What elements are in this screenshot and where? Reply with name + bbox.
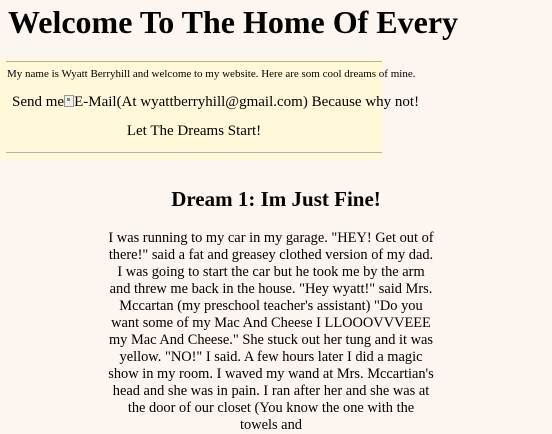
welcome-marquee [8,0,459,48]
top-divider [6,61,382,62]
bottom-divider [6,152,382,153]
dreams-start-text: Let The Dreams Start! [126,123,262,139]
dream-body: I was running to my car in my garage. "HEY! Get out of there!" said a fat and greasey clothed version of my dad. I was going to start the car but he took me by the arm and threw me back in the house. "Hey wyatt!" said Mrs. Mccartan (my preschool teacher's assistant) "Do you want some of my Mac And Cheese I LLOOOVVVEEE my Mac And Cheese." She stuck out her tung and it was yellow. "NO!" I said. A few hours later I did a magic show in my room. I waved my wand at Mrs. Mccartian's head and she was in pain. I ran after her and she was at the door of our closet (You know the one with the towels and [108,230,434,433]
email-link[interactable]: E-Mail(At wyattberryhill@gmail.com) [74,94,308,110]
intro-text: My name is Wyatt Berryhill and welcome to my website. Here are som cool dreams of mine. [7,68,416,80]
broken-image-icon [64,95,74,107]
dream-title: Dream 1: Im Just Fine! [171,187,381,211]
send-suffix: Because why not! [307,94,420,110]
welcome-marquee-text: Welcome To The Home Of Every [8,4,459,40]
contact-line [12,93,419,111]
send-prefix: Send me [12,94,65,110]
